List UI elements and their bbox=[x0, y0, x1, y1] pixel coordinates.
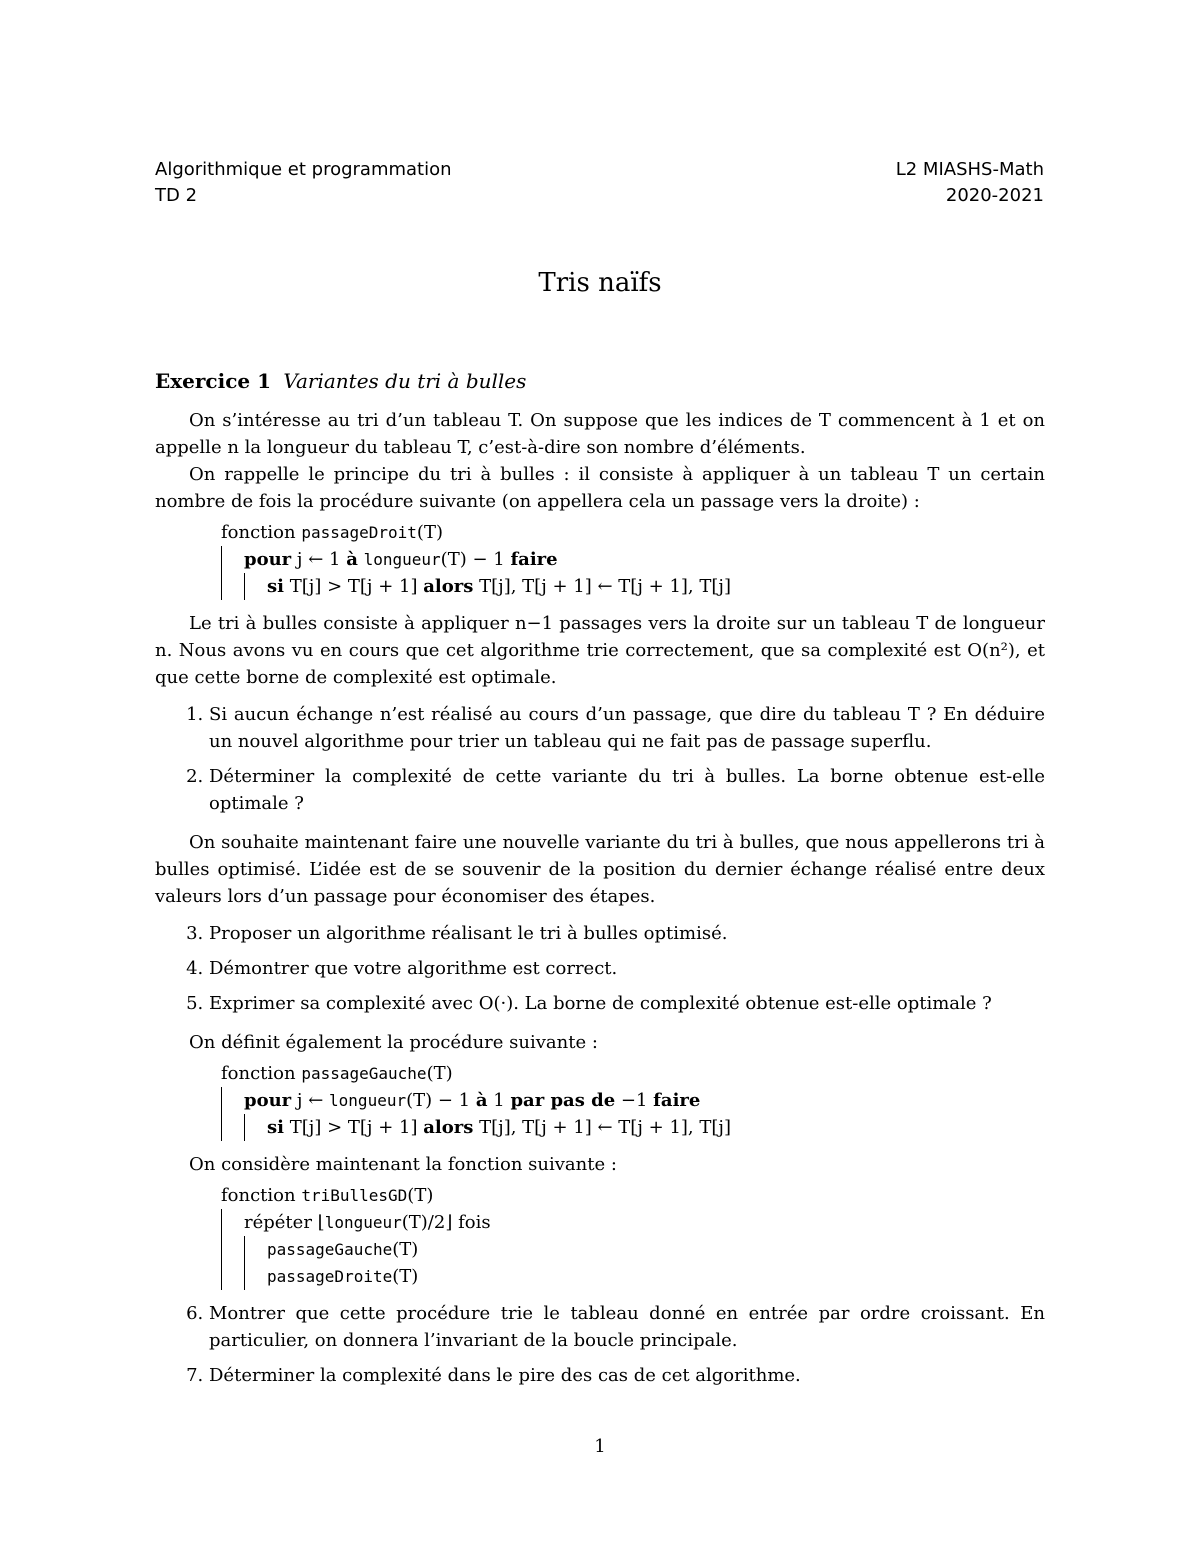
exercise-subtitle: Variantes du tri à bulles bbox=[283, 369, 527, 393]
algo-argument: (T) bbox=[392, 1266, 419, 1287]
question-item: 5. Exprimer sa complexité avec O(·). La borne de complexité obtenue est-elle optimale ? bbox=[209, 990, 1045, 1017]
algo-keyword: fonction bbox=[221, 522, 296, 543]
algo-function-name: triBullesGD bbox=[301, 1186, 408, 1205]
algo-argument: (T) bbox=[416, 522, 443, 543]
algo-expression: 1 bbox=[493, 1090, 505, 1111]
main-content bbox=[155, 368, 1045, 1401]
algo-keyword: faire bbox=[510, 549, 558, 570]
intro-paragraph-1: On s’intéresse au tri d’un tableau T. On suppose que les indices de T commencent à 1 et on appelle n la longueur du tableau T, c’est-à-dire son nombre d’éléments. bbox=[155, 410, 1045, 458]
algo-keyword: à bbox=[475, 1090, 488, 1111]
algo-keyword: alors bbox=[423, 576, 474, 597]
algo-argument: (T) bbox=[426, 1063, 453, 1084]
algo-keyword: fois bbox=[458, 1212, 491, 1233]
algorithm-passage-droit bbox=[221, 519, 1045, 600]
algo-expression: (T) − 1 bbox=[440, 549, 505, 570]
algo-line bbox=[221, 1060, 1045, 1087]
question-item: 7. Déterminer la complexité dans le pire des cas de cet algorithme. bbox=[209, 1362, 1045, 1389]
exercise-label: Exercice 1 bbox=[155, 369, 271, 393]
algo-line bbox=[244, 1209, 1045, 1236]
algo-keyword: pour bbox=[244, 1090, 292, 1111]
algo-keyword: à bbox=[346, 549, 358, 570]
page-number: 1 bbox=[594, 1436, 606, 1457]
program-name: L2 MIASHS-Math bbox=[895, 159, 1044, 180]
algo-line bbox=[267, 573, 1045, 600]
algo-expression: T[j] > T[j + 1] bbox=[289, 1117, 418, 1138]
algorithm-tri-bulles-gd bbox=[221, 1182, 1045, 1290]
question-item: 4. Démontrer que votre algorithme est correct. bbox=[209, 955, 1045, 982]
header-right bbox=[896, 157, 1044, 209]
algo-function-name: passageDroit bbox=[301, 523, 417, 542]
algo-line bbox=[221, 1182, 1045, 1209]
algo-expression: j ← bbox=[296, 1090, 324, 1111]
intro-paragraph-2: On rappelle le principe du tri à bulles : il consiste à appliquer à un tableau T un certain nombre de fois la procédure suivante (on appellera cela un passage vers la droite) : bbox=[155, 464, 1045, 512]
algo-keyword: pour bbox=[244, 549, 292, 570]
algo-block bbox=[221, 1209, 1045, 1290]
paragraph-middle: On souhaite maintenant faire une nouvelle variante du tri à bulles, que nous appellerons tri à bulles optimisé. L’idée est de se souvenir de la position du dernier échange réalisé entre deux valeurs lors d’un passage pour économiser des étapes. bbox=[155, 832, 1045, 907]
algo-keyword: par pas de bbox=[510, 1090, 616, 1111]
question-list-a bbox=[155, 701, 1045, 817]
algo-function-name: passageGauche bbox=[301, 1064, 427, 1083]
question-list-b bbox=[155, 920, 1045, 1017]
algo-expression: (T) − 1 bbox=[406, 1090, 471, 1111]
question-item: 2. Déterminer la complexité de cette variante du tri à bulles. La borne obtenue est-elle optimale ? bbox=[209, 763, 1045, 817]
question-item: 3. Proposer un algorithme réalisant le tri à bulles optimisé. bbox=[209, 920, 1045, 947]
algo-keyword: si bbox=[267, 1117, 284, 1138]
algo-expression: j ← 1 bbox=[296, 549, 341, 570]
algo-block bbox=[244, 573, 1045, 600]
paragraph-after-droit: Le tri à bulles consiste à appliquer n−1 passages vers la droite sur un tableau T de longueur n. Nous avons vu en cours que cet algorithme trie correctement, que sa complexité est O(n²), et que cette borne de complexité est optimale. bbox=[155, 613, 1045, 688]
algo-function-name: longueur bbox=[329, 1091, 407, 1110]
algo-keyword: faire bbox=[653, 1090, 701, 1111]
algo-block bbox=[244, 1114, 1045, 1141]
algo-line bbox=[221, 519, 1045, 546]
algo-line bbox=[244, 1087, 1045, 1114]
algo-argument: (T) bbox=[392, 1239, 419, 1260]
algo-keyword: si bbox=[267, 576, 284, 597]
algo-block bbox=[221, 546, 1045, 600]
algo-expression: T[j] > T[j + 1] bbox=[289, 576, 418, 597]
algo-function-name: passageGauche bbox=[267, 1240, 393, 1259]
algo-expression: ⌊ bbox=[317, 1212, 325, 1233]
question-list-c bbox=[155, 1300, 1045, 1389]
academic-year: 2020-2021 bbox=[945, 185, 1044, 206]
algo-function-name: passageDroite bbox=[267, 1267, 393, 1286]
algorithm-passage-gauche bbox=[221, 1060, 1045, 1141]
algo-line bbox=[244, 546, 1045, 573]
algo-argument: (T) bbox=[407, 1185, 434, 1206]
algo-keyword: fonction bbox=[221, 1063, 296, 1084]
algo-expression: T[j], T[j + 1] ← T[j + 1], T[j] bbox=[479, 1117, 731, 1138]
algo-line bbox=[267, 1263, 1045, 1290]
algo-block bbox=[244, 1236, 1045, 1290]
algo-expression: (T)/2⌋ bbox=[401, 1212, 453, 1233]
algo-block bbox=[221, 1087, 1045, 1141]
question-item: 1. Si aucun échange n’est réalisé au cours d’un passage, que dire du tableau T ? En déduire un nouvel algorithme pour trier un tableau qui ne fait pas de passage superflu. bbox=[209, 701, 1045, 755]
algo-function-name: longueur bbox=[363, 550, 441, 569]
header-left bbox=[155, 157, 452, 209]
course-name: Algorithmique et programmation bbox=[155, 159, 452, 180]
algo-function-name: longueur bbox=[324, 1213, 402, 1232]
algo-line bbox=[267, 1236, 1045, 1263]
td-number: TD 2 bbox=[155, 185, 198, 206]
algo-keyword: alors bbox=[423, 1117, 474, 1138]
algo-expression: T[j], T[j + 1] ← T[j + 1], T[j] bbox=[479, 576, 731, 597]
algo-expression: −1 bbox=[620, 1090, 648, 1111]
algo-keyword: répéter bbox=[244, 1212, 312, 1233]
paragraph-define-gauche: On définit également la procédure suivante : bbox=[189, 1032, 598, 1053]
algo-keyword: fonction bbox=[221, 1185, 296, 1206]
exercise-heading bbox=[155, 368, 1045, 395]
paragraph-consider: On considère maintenant la fonction suivante : bbox=[189, 1154, 617, 1175]
question-item: 6. Montrer que cette procédure trie le tableau donné en entrée par ordre croissant. En particulier, on donnera l’invariant de la boucle principale. bbox=[209, 1300, 1045, 1354]
algo-line bbox=[267, 1114, 1045, 1141]
page-title: Tris naïfs bbox=[538, 268, 662, 298]
